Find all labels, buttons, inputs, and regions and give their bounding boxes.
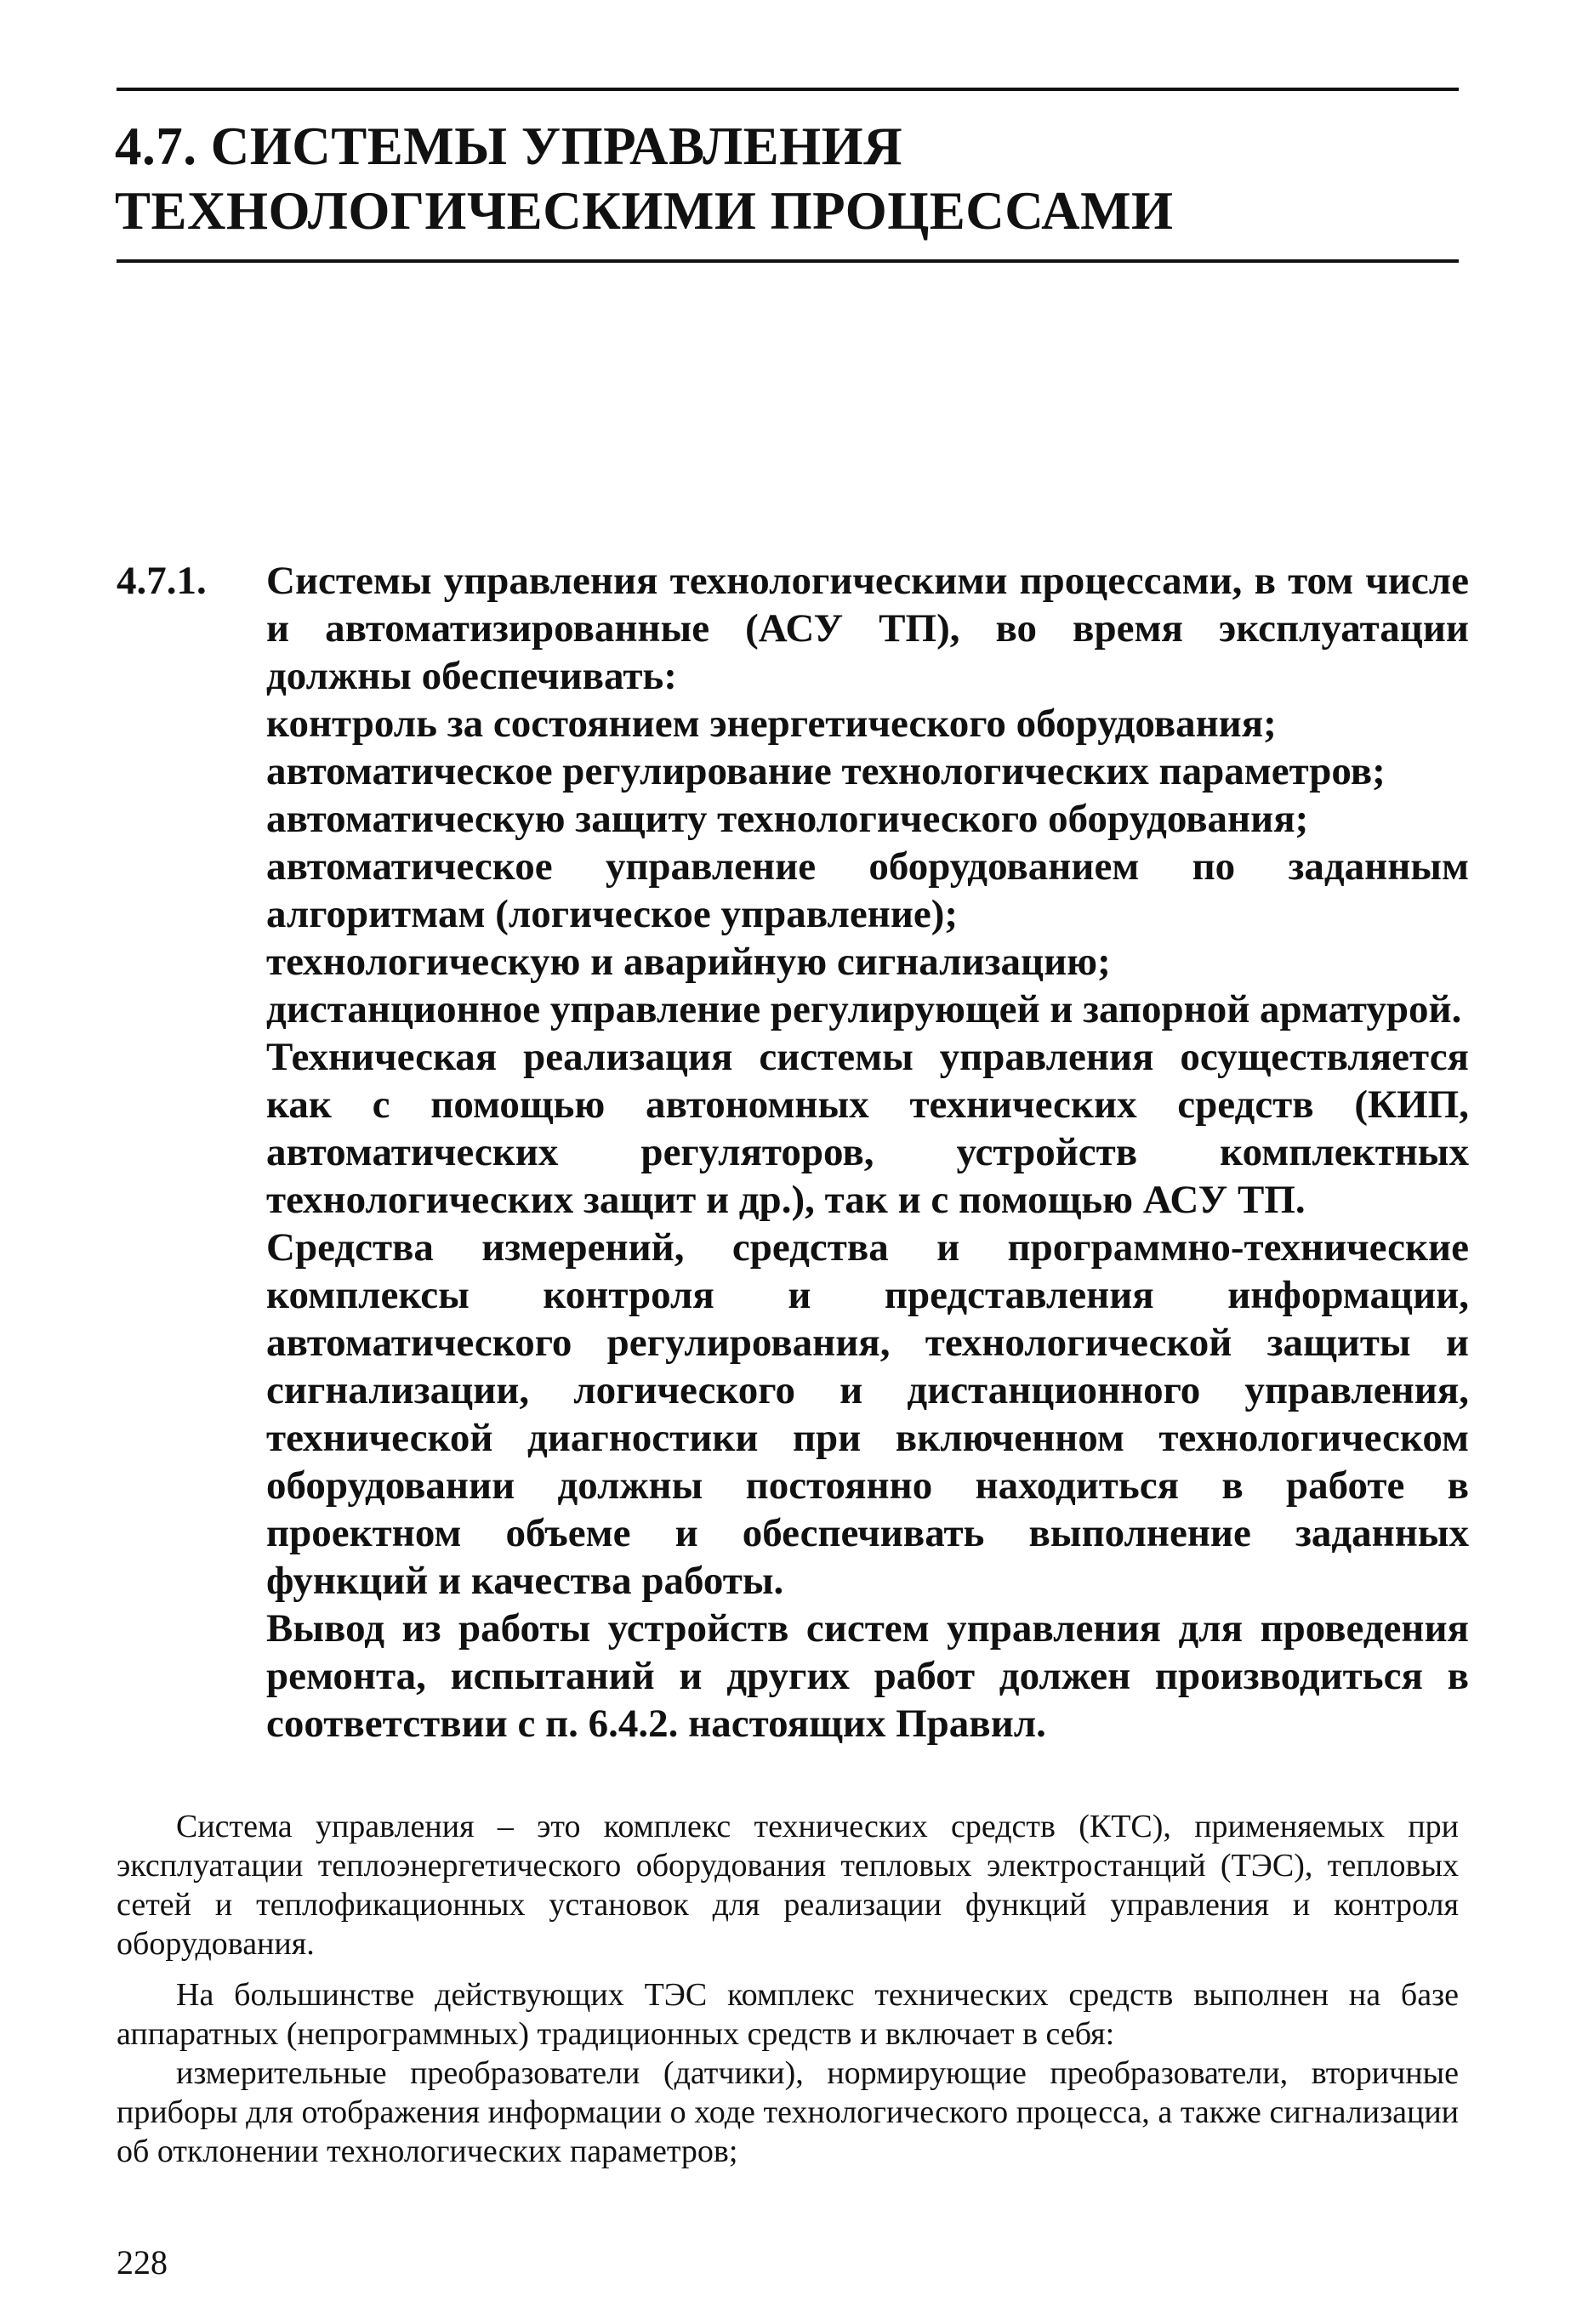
- list-item: автоматическую защиту технологического оборудования;: [266, 797, 1309, 841]
- section-title-line-1: 4.7. СИСТЕМЫ УПРАВЛЕНИЯ: [115, 116, 903, 176]
- header-top-rule: [117, 88, 1459, 91]
- list-item: технологическую и аварийную сигнализацию;: [266, 940, 1111, 984]
- commentary-paragraph-composition: На большинстве действующих ТЭС комплекс технических средств выполнен на базе аппаратных (непрограммных) традиционных средств и включает в себя:: [117, 1977, 1459, 2052]
- rule-paragraph-implementation: Техническая реализация системы управления осуществляется как с помощью автономных технических средств (КИП, автоматических регуляторов, устройств комплектных технологических защит и др.), так и с помощью АСУ ТП.: [266, 1035, 1469, 1222]
- commentary: [117, 1807, 1459, 2171]
- commentary-paragraph-definition: Система управления – это комплекс технических средств (КТС), применяемых при эксплуатации теплоэнергетического оборудования тепловых электростанций (ТЭС), тепловых сетей и теплофикационных установок для реализации функций управления и контроля оборудования.: [117, 1809, 1459, 1962]
- list-item: автоматическое управление оборудованием по заданным алгоритмам (логическое управление);: [266, 844, 1469, 936]
- list-item: контроль за состоянием энергетического оборудования;: [266, 702, 1277, 746]
- header-bottom-rule: [117, 259, 1459, 263]
- rule-number: 4.7.1.: [117, 559, 207, 603]
- section-title-line-2: ТЕХНОЛОГИЧЕСКИМИ ПРОЦЕССАМИ: [115, 181, 1174, 241]
- rule-body: [266, 557, 1469, 1747]
- list-item: автоматическое регулирование технологических параметров;: [266, 749, 1386, 793]
- section-title: [115, 114, 1459, 243]
- rule-requirements-list: [266, 700, 1469, 1033]
- rule-paragraph-instruments: Средства измерений, средства и программно-технические комплексы контроля и представления информации, автоматического регулирования, технологической защиты и сигнализации, логического и дистанционного управления, технической диагностики при включенном технологическом оборудовании должны постоянно находиться в работе в проектном объеме и обеспечивать выполнение заданных функций и качества работы.: [266, 1225, 1469, 1603]
- rule-paragraph-decommission: Вывод из работы устройств систем управления для проведения ремонта, испытаний и других работ должен производиться в соответствии с п. 6.4.2. настоящих Правил.: [266, 1606, 1469, 1746]
- page-number: 228: [117, 2243, 168, 2281]
- list-item: дистанционное управление регулирующей и запорной арматурой.: [266, 987, 1462, 1031]
- rule-intro: Системы управления технологическими процессами, в том числе и автоматизированные (АСУ ТП), во время эксплуатации должны обеспечивать:: [266, 559, 1469, 698]
- commentary-paragraph-sensors: измерительные преобразователи (датчики), нормирующие преобразователи, вторичные приборы для отображения информации о ходе технологического процесса, а также сигнализации об отклонении технологических параметров;: [117, 2055, 1459, 2169]
